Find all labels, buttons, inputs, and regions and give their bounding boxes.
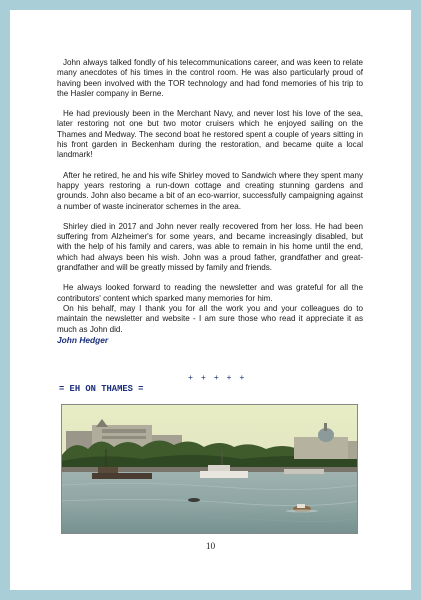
section-separator: + + + + + [188, 373, 246, 383]
paragraph-thanks: On his behalf, may I thank you for all the work you and your colleagues do to maintain the newsletter and website - I am sure those who read it appreciate it as much as John did. [57, 303, 363, 334]
thames-photo [61, 404, 358, 534]
paragraph-merchant-navy: He had previously been in the Merchant Navy, and never lost his love of the sea, later restoring not one but two motor cruisers which he enjoyed sailing on the Thames and Medway. The second boat he restored spent a couple of years sitting in his front garden in Beckenham during the restoration, and became quite a local landmark! [57, 109, 363, 160]
article-body [57, 58, 363, 345]
paragraph-career: John always talked fondly of his telecommunications career, and was keen to relate many anecdotes of his times in the control room. He was also particularly proud of having been involved with the TOR technology and had fond memories of his trip to the Hasler company in Berne. [57, 58, 363, 98]
paragraph-newsletter: He always looked forward to reading the newsletter and was grateful for all the contributors' content which sparked many memories for him. [57, 283, 363, 303]
page-number: 10 [205, 542, 216, 552]
signature-name: John Hedger [57, 334, 109, 345]
paragraph-retirement: After he retired, he and his wife Shirley moved to Sandwich where they spent many happy years restoring a run-down cottage and creating stunning gardens and grounds. John also became a bit of an eco-warrior, successfully campaigning against a number of waste incinerator schemes in the area. [57, 170, 363, 211]
paragraph-shirley: Shirley died in 2017 and John never really recovered from her loss. He had been suffering from Alzheimer's for some years, and became increasingly disabled, but with the help of his family and carers, was able to remain in his home until the end, which had always been his wish. John was a proud father, grandfather and great-grandfather and will be greatly missed by family and friends. [57, 221, 363, 273]
section-heading: = EH ON THAMES = [59, 384, 144, 394]
